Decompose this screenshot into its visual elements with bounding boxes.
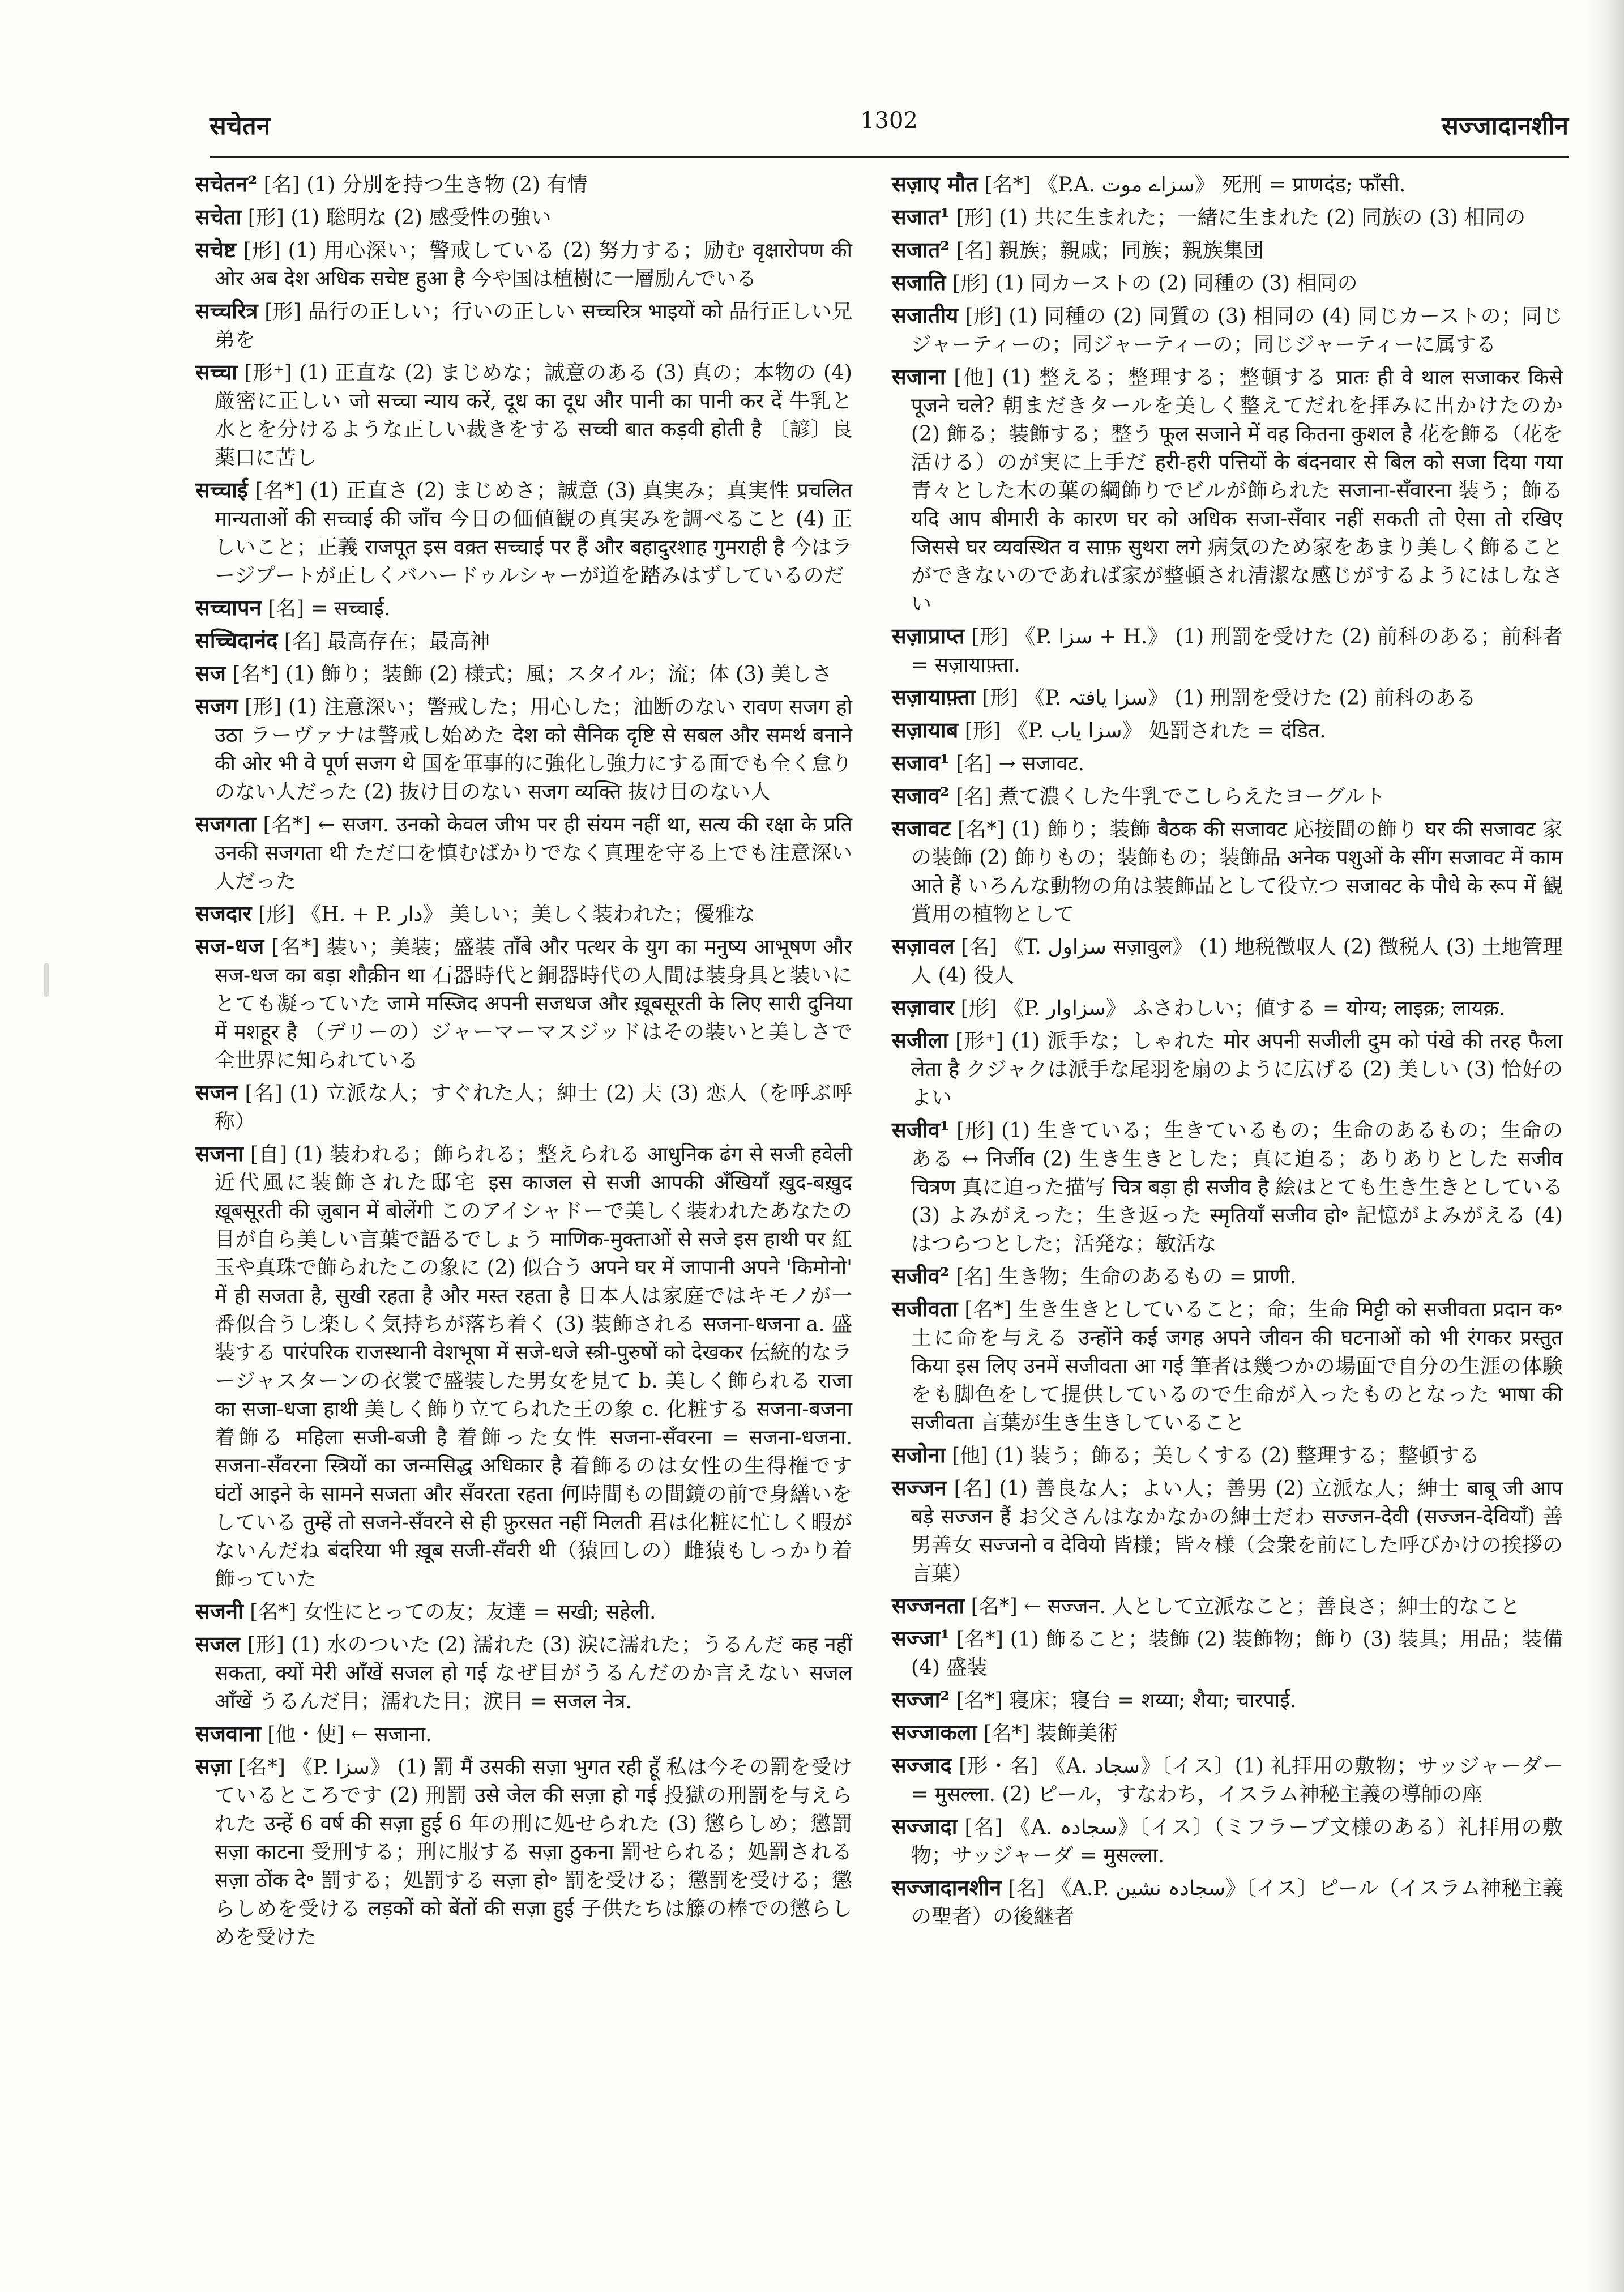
entry-headword: सजन <box>195 1079 238 1105</box>
entry-headword: सजीव² <box>892 1263 950 1288</box>
dictionary-entry <box>195 626 852 656</box>
dictionary-entry <box>892 1026 1563 1112</box>
dictionary-entry <box>195 1078 852 1136</box>
dictionary-entry <box>892 1295 1563 1437</box>
dictionary-entry <box>195 1752 852 1952</box>
entry-headword: सज़ावल <box>892 933 955 959</box>
entry-definition: [形] 《P. سزا + H.》 (1) 刑罰を受けた (2) 前科のある；前科者 = सज़ायाफ़्ता. <box>911 625 1563 677</box>
entry-definition: [名*] ← सज्जन. 人として立派なこと；善良さ；紳士的なこと <box>971 1595 1520 1618</box>
entry-headword: सजना <box>195 1141 243 1166</box>
entry-headword: सज्जा² <box>892 1687 950 1712</box>
entry-definition: [名] 親族；親戚；同族；親族集団 <box>956 239 1264 262</box>
dictionary-entry <box>892 1474 1563 1588</box>
entry-headword: सज्जादा <box>892 1813 958 1839</box>
dictionary-entry <box>195 594 852 623</box>
dictionary-entry <box>892 932 1563 990</box>
entry-headword: सज़ाप्राप्त <box>892 623 965 648</box>
dictionary-entry <box>195 899 852 929</box>
entry-headword: सजग <box>195 693 238 719</box>
entry-headword: सचेष्ट <box>195 237 237 262</box>
dictionary-entry <box>195 659 852 689</box>
dictionary-entry <box>195 203 852 232</box>
right-guide-word: सज्जादानशीन <box>1442 112 1569 140</box>
right-column <box>892 170 1563 1935</box>
entry-definition: [形] (1) 生きている；生きているもの；生命のあるもの；生命のある ↔ निर्जीव (2) 生き生きとした；真に迫る；ありありとした सजीव चित्रण 真に迫った描写 चित्र बड़ा ही सजीव है 絵はとても生き生きとしている (3) よみがえった；生き返った स्मृतियाँ सजीव हो॰ 記憶がよみがえる (4) はつらつとした；活発な；敏活な <box>911 1119 1563 1256</box>
entry-definition: [形] (1) 注意深い；警戒した；用心した；油断のない रावण सजग हो उठा ラーヴァナは警戒し始めた देश को सैनिक दृष्टि से सबल और समर्थ बनाने की ओर भी वे पूर्ण सजग थे 国を軍事的に強化し強力にする面でも全く怠りのない人だった (2) 抜け目のない सजग व्यक्ति 抜け目のない人 <box>215 695 852 804</box>
entry-headword: सजगता <box>195 811 256 836</box>
entry-definition: [名*] (1) 飾り；装飾 बैठक की सजावट 応接間の飾り घर की सजावट 家の装飾 (2) 飾りもの；装飾もの；装飾品 अनेक पशुओं के सींग सजावट में काम आते हैं いろんな動物の角は装飾品として役立つ सजावट के पौधे के रूप में 観賞用の植物として <box>911 818 1563 926</box>
entry-headword: सज़ायाब <box>892 717 959 742</box>
entry-headword: सज्जा¹ <box>892 1625 950 1651</box>
entry-definition: [名] (1) 善良な人；よい人；善男 (2) 立派な人；紳士 बाबू जी आप बड़े सज्जन हैं お父さんはなかなかの紳士だわ सज्जन-देवी (सज्जन-देवियाँ) 善男善女 सज्जनो व देवियो 皆様；皆々様（会衆を前にした呼びかけの挨拶の言葉） <box>911 1477 1563 1585</box>
dictionary-entry <box>195 810 852 896</box>
dictionary-entry <box>892 1116 1563 1258</box>
entry-definition: [形] 《P. سزاوار》 ふさわしい；値する = योग्य; लाइक़; लायक़. <box>960 997 1506 1020</box>
entry-headword: सजाना <box>892 364 946 389</box>
entry-headword: सज्जन <box>892 1475 947 1500</box>
margin-mark <box>44 963 49 997</box>
dictionary-entry <box>892 268 1563 298</box>
dictionary-entry <box>892 1685 1563 1715</box>
entry-definition: [形] (1) 同種の (2) 同質の (3) 相同の (4) 同じカーストの；同じジャーティーの；同ジャーティーの；同じジャーティーに属する <box>911 305 1563 356</box>
dictionary-entry <box>195 476 852 590</box>
entry-headword: सजावट <box>892 816 951 841</box>
entry-headword: सच्चाई <box>195 477 248 502</box>
entry-headword: सजीवता <box>892 1296 958 1321</box>
entry-definition: [他] (1) 装う；飾る；美しくする (2) 整理する；整頓する <box>952 1444 1480 1467</box>
entry-definition: [名] 《A.P. سجادہ نشین》〔イス〕ピール（イスラム神秘主義の聖者）の後継者 <box>911 1877 1563 1928</box>
dictionary-entry <box>892 1812 1563 1870</box>
entry-definition: [形] 《H. + P. دار》 美しい；美しく装われた；優雅な <box>258 903 756 926</box>
dictionary-entry <box>195 1630 852 1716</box>
entry-definition: [形] (1) 共に生まれた；一緒に生まれた (2) 同族の (3) 相同の <box>956 206 1526 229</box>
dictionary-entry <box>195 236 852 293</box>
dictionary-entry <box>892 622 1563 680</box>
entry-definition: [名] 《A. سجادہ》〔イス〕（ミフラーブ文様のある）礼拝用の敷物；サッジャーダ = मुसल्ला. <box>911 1816 1563 1867</box>
dictionary-entry <box>892 236 1563 265</box>
entry-headword: सच्चिदानंद <box>195 628 278 653</box>
entry-definition: [名] 最高存在；最高神 <box>284 630 490 653</box>
dictionary-entry <box>195 170 852 199</box>
entry-definition: [名*] 装い；美装；盛装 ताँबे और पत्थर के युग का मनुष्य आभूषण और सज-धज का बड़ा शौक़ीन था 石器時代と銅器時代の人間は装身具と装いにとても凝っていた जामे मस्जिद अपनी सजधज और ख़ूबसूरती के लिए सारी दुनिया में मशहूर है （デリーの）ジャーマーマスジッドはその装いと美しさで全世界に知られている <box>215 936 852 1072</box>
dictionary-entry <box>195 932 852 1075</box>
entry-definition: [名] 生き物；生命のあるもの = प्राणी. <box>955 1265 1297 1288</box>
dictionary-entry <box>195 1139 852 1594</box>
dictionary-entry <box>195 358 852 472</box>
entry-definition: [他] (1) 整える；整理する；整頓する प्रातः ही वे थाल सजाकर किसे पूजने चले? 朝まだきタールを美しく整えてだれを拝みに出かけたのか (2) 飾る；装飾する；整う फूल सजाने में वह कितना कुशल है 花を飾る（花を活ける）のが実に上手だ हरी-हरी पत्तियों के बंदनवार से बिल को सजा दिया गया 青々とした木の葉の綱飾りでビルが飾られた सजाना-सँवारना 装う；飾る यदि आप बीमारी के कारण घर को अधिक सजा-सँवार नहीं सकती तो ऐसा तो रखिए जिससे घर व्यवस्थित व साफ़ सुथरा लगे 病気のため家をあまり美しく飾ることができないのであれば家が整頓され清潔な感じがするようにはしなさい <box>911 366 1563 616</box>
dictionary-entry <box>892 362 1563 618</box>
entry-definition: [形] 品行の正しい；行いの正しい सच्चरित्र भाइयों को 品行正しい兄弟を <box>215 300 852 352</box>
dictionary-entry <box>892 993 1563 1023</box>
entry-headword: सज़ा <box>195 1753 232 1779</box>
dictionary-entry <box>195 1597 852 1627</box>
entry-headword: सचेतन² <box>195 171 258 197</box>
dictionary-entry <box>892 1591 1563 1621</box>
page-number: 1302 <box>860 108 918 134</box>
entry-definition: [名] = सच्चाई. <box>268 597 391 620</box>
dictionary-entry <box>892 203 1563 232</box>
entry-headword: सज <box>195 660 226 686</box>
entry-definition: [形] (1) 用心深い；警戒している (2) 努力する；励む वृक्षारोपण की ओर अब देश अधिक सचेष्ट हुआ है 今や国は植樹に一層励んでいる <box>215 239 852 291</box>
dictionary-entry <box>195 1719 852 1749</box>
entry-definition: [名] 《T. سزاول सज़ावुल》 (1) 地税徴収人 (2) 徴税人 (3) 土地管理人 (4) 役人 <box>911 936 1563 987</box>
entry-definition: [名*] 《P.A. سزاے موت》 死刑 = प्राणदंड; फाँसी. <box>984 173 1406 197</box>
entry-headword: सज़ायाफ़्ता <box>892 684 976 710</box>
entry-headword: सच्चा <box>195 359 237 385</box>
entry-definition: [形] (1) 聡明な (2) 感受性の強い <box>247 206 552 229</box>
entry-headword: सजदार <box>195 900 252 926</box>
entry-definition: [他・使] ← सजाना. <box>267 1723 432 1746</box>
dictionary-entry <box>892 683 1563 712</box>
binding-shadow <box>1584 0 1624 2292</box>
entry-headword: सज़ाए मौत <box>892 171 978 197</box>
entry-definition: [名] (1) 分別を持つ生き物 (2) 有情 <box>263 173 588 197</box>
entry-headword: सजात¹ <box>892 204 950 229</box>
dictionary-entry <box>892 749 1563 778</box>
entry-headword: सजाव² <box>892 783 950 808</box>
entry-headword: सज़ावार <box>892 995 955 1020</box>
entry-definition: [名*] (1) 飾り；装飾 (2) 様式；風；スタイル；流；体 (3) 美しさ <box>232 663 832 686</box>
entry-definition: [名*] 生き生きとしていること；命；生命 मिट्टी को सजीवता प्रदान क॰ 土に命を与える उन्होंने कई जगह अपने जीवन की घटनाओं को भी रंगकर प्रस्तुत किया इस लिए उनमें सजीवता आ गई 筆者は幾つかの場面で自分の生涯の体験をも脚色をして提供しているので生命が入ったものとなった भाषा की सजीवता 言葉が生き生きしていること <box>911 1298 1563 1435</box>
entry-definition: [名*] 《P. سزا》 (1) 罰 मैं उसकी सज़ा भुगत रही हूँ 私は今その罰を受けているところです (2) 刑罰 उसे जेल की सज़ा हो गई 投獄の刑罰を与えられた उन्हें 6 वर्ष की सज़ा हुई 6 年の刑に処せられた (3) 懲らしめ；懲罰 सज़ा काटना 受刑する；刑に服する सज़ा ठुकना 罰せられる；処罰される सज़ा ठोंक दे॰ 罰する；処罰する सज़ा हो॰ 罰を受ける；懲罰を受ける；懲らしめを受ける लड़कों को बेंतों की सज़ा हुई 子供たちは籐の棒での懲らしめを受けた <box>215 1756 852 1949</box>
entry-definition: [名*] 装飾美術 <box>983 1722 1118 1745</box>
dictionary-entry <box>892 1873 1563 1931</box>
entry-headword: सजनी <box>195 1598 243 1624</box>
dictionary-entry <box>892 716 1563 745</box>
entry-definition: [形] 《P. سزا یافتہ》 (1) 刑罰を受けた (2) 前科のある <box>982 686 1476 710</box>
entry-definition: [形] 《P. سزا یاب》 処罰された = दंडित. <box>964 719 1326 742</box>
entry-headword: सज्जादानशीन <box>892 1875 1002 1900</box>
entry-headword: सज-धज <box>195 933 264 959</box>
entry-definition: [名*] 女性にとっての友；友達 = सखी; सहेली. <box>250 1600 656 1624</box>
dictionary-entry <box>892 301 1563 359</box>
entry-definition: [形・名] 《A. سجاد》〔イス〕(1) 礼拝用の敷物；サッジャーダー = मुसल्ला. (2) ピール，すなわち，イスラム神秘主義の導師の座 <box>911 1755 1563 1806</box>
entry-definition: [形] (1) 水のついた (2) 濡れた (3) 涙に濡れた；うるんだ कह नहीं सकता, क्यों मेरी आँखें सजल हो गई なぜ目がうるんだのか言えない सजल आँखें うるんだ目；濡れた目；涙目 = सजल नेत्र. <box>215 1633 852 1713</box>
dictionary-entry <box>892 1751 1563 1809</box>
entry-headword: सज्जाद <box>892 1752 952 1778</box>
entry-headword: सजात² <box>892 237 950 262</box>
entry-definition: [名*] (1) 飾ること；装飾 (2) 装飾物；飾り (3) 装具；用品；装備 (4) 盛装 <box>911 1628 1563 1679</box>
entry-definition: [名] (1) 立派な人；すぐれた人；紳士 (2) 夫 (3) 恋人（を呼ぶ呼称） <box>215 1082 852 1133</box>
entry-definition: [名] 煮て濃くした牛乳でこしらえたヨーグルト <box>955 785 1386 808</box>
entry-headword: सजीला <box>892 1027 948 1053</box>
entry-headword: सच्चापन <box>195 595 262 620</box>
dictionary-entry <box>892 814 1563 929</box>
header-rule <box>210 156 1569 158</box>
dictionary-entry <box>892 782 1563 811</box>
entry-headword: सच्चरित्र <box>195 298 258 323</box>
entry-headword: सजवाना <box>195 1721 261 1746</box>
dictionary-entry <box>195 692 852 806</box>
entry-headword: सज्जनता <box>892 1593 965 1618</box>
entry-definition: [形] (1) 同カーストの (2) 同種の (3) 相同の <box>952 272 1358 295</box>
entry-headword: सजोना <box>892 1442 946 1467</box>
entry-headword: सजल <box>195 1631 241 1657</box>
entry-definition: [形⁺] (1) 派手な；しゃれた मोर अपनी सजीली दुम को पंखे की तरह फैला लेता है クジャクは派手な尾羽を扇のように広げる (2) 美しい (3) 恰好のよい <box>911 1030 1563 1109</box>
dictionary-entry <box>892 1718 1563 1748</box>
entry-definition: [形⁺] (1) 正直な (2) まじめな；誠意のある (3) 真の；本物の (4) 厳密に正しい जो सच्चा न्याय करें, दूध का दूध और पानी का पानी कर दें 牛乳と水とを分けるような正しい裁きをする सच्ची बात कड़वी होती है 〔諺〕良薬口に苦し <box>215 361 852 470</box>
entry-definition: [名*] ← सजग. उनको केवल जीभ पर ही संयम नहीं था, सत्य की रक्षा के प्रति उनकी सजगता थी ただ口を慎むばかりでなく真理を守る上でも注意深い人だった <box>215 813 852 893</box>
dictionary-entry <box>892 170 1563 199</box>
dictionary-entry <box>892 1262 1563 1291</box>
left-column <box>195 170 852 1955</box>
entry-definition: [名*] 寝床；寝台 = शय्या; शैया; चारपाई. <box>956 1689 1297 1712</box>
entry-headword: सजीव¹ <box>892 1117 950 1142</box>
entry-definition: [名] → सजावट. <box>955 752 1085 775</box>
entry-headword: सचेता <box>195 204 242 229</box>
left-guide-word: सचेतन <box>210 112 271 140</box>
entry-headword: सजातीय <box>892 302 959 328</box>
entry-definition: [名*] (1) 正直さ (2) まじめさ；誠意 (3) 真実み；真実性 प्रचलित मान्यताओं की सच्चाई की जाँच 今日の価値観の真実みを調べること (4) 正しいこと；正義 राजपूत इस वक़्त सच्चाई पर हैं और बहादुरशाह गुमराही है 今はラージプートが正しくバハードゥルシャーが道を踏みはずしているのだ <box>215 479 852 587</box>
page-header <box>210 102 1569 153</box>
dictionary-entry <box>892 1441 1563 1470</box>
entry-headword: सज्जाकला <box>892 1719 977 1745</box>
dictionary-entry <box>195 297 852 355</box>
entry-headword: सजाति <box>892 270 946 295</box>
entry-headword: सजाव¹ <box>892 750 950 775</box>
entry-definition: [自] (1) 装われる；飾られる；整えられる आधुनिक ढंग से सजी हवेली 近代風に装飾された邸宅 इस काजल से सजी आपकी अँखियाँ ख़ुद-बख़ुद ख़ूबसूरती की ज़ुबान में बोलेंगी このアイシャドーで美しく装われたあなたの目が自ら美しい言葉で語るでしょう माणिक-मुक्ताओं से सजे इस हाथी पर 紅玉や真珠で飾られたこの象に (2) 似合う अपने घर में जापानी अपने 'किमोनो' में ही सजता है, सुखी रहता है और मस्त रहता है 日本人は家庭ではキモノが一番似合うし楽しく気持ちが落ち着く (3) 装飾される सजना-धजना a. 盛装する पारंपरिक राजस्थानी वेशभूषा में सजे-धजे स्त्री-पुरुषों को देखकर 伝統的なラージャスターンの衣裳で盛装した男女を見て b. 美しく飾られる राजा का सजा-धजा हाथी 美しく飾り立てられた王の象 c. 化粧する सजना-बजना 着飾る महिला सजी-बजी है 着飾った女性 सजना-सँवरना = सजना-धजना. सजना-सँवरना स्त्रियों का जन्मसिद्ध अधिकार है 着飾るのは女性の生得権です घंटों आइने के सामने सजता और सँवरता रहता 何時間もの間鏡の前で身繕いをしている तुम्हें तो सजने-सँवरने से ही फ़ुरसत नहीं मिलती 君は化粧に忙しく暇がないんだね बंदरिया भी ख़ूब सजी-सँवरी थी（猿回しの）雌猿もしっかり着飾っていた <box>215 1143 852 1591</box>
dictionary-entry <box>892 1624 1563 1682</box>
